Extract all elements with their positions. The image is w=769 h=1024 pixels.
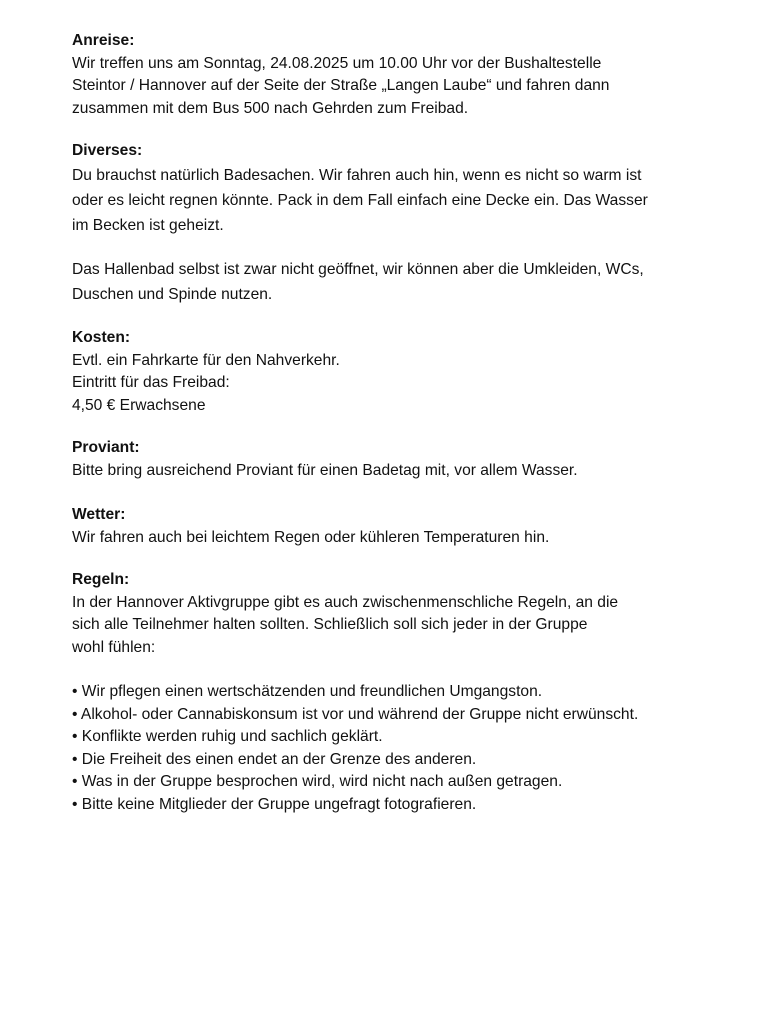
text-line: zusammen mit dem Bus 500 nach Gehrden zum Freibad. (72, 99, 469, 117)
text-line: wohl fühlen: (72, 638, 156, 656)
section-diverses-paragraph (72, 257, 712, 307)
section-wetter (72, 504, 712, 549)
section-heading: Kosten: (72, 329, 131, 346)
section-heading: Wetter: (72, 506, 126, 523)
text-line: 4,50 € Erwachsene (72, 396, 206, 414)
text-line: Wir fahren auch bei leichtem Regen oder kühleren Temperaturen hin. (72, 528, 550, 546)
list-item: • Alkohol- oder Cannabiskonsum ist vor und während der Gruppe nicht erwünscht. (72, 705, 639, 723)
section-diverses (72, 140, 712, 238)
section-heading: Regeln: (72, 571, 130, 588)
section-regeln (72, 569, 712, 659)
text-line: Evtl. ein Fahrkarte für den Nahverkehr. (72, 351, 340, 369)
text-line: Wir treffen uns am Sonntag, 24.08.2025 um 10.00 Uhr vor der Bushaltestelle (72, 54, 602, 72)
text-line: sich alle Teilnehmer halten sollten. Schließlich soll sich jeder in der Gruppe (72, 616, 588, 633)
list-item: • Die Freiheit des einen endet an der Grenze des anderen. (72, 750, 477, 768)
section-heading: Anreise: (72, 32, 135, 49)
list-item: • Wir pflegen einen wertschätzenden und freundlichen Umgangston. (72, 683, 543, 700)
text-line: Duschen und Spinde nutzen. (72, 286, 273, 303)
text-line: Eintritt für das Freibad: (72, 374, 230, 391)
section-anreise (72, 30, 712, 120)
section-proviant (72, 437, 712, 482)
text-line: In der Hannover Aktivgruppe gibt es auch zwischenmenschliche Regeln, an die (72, 593, 619, 611)
list-item: • Bitte keine Mitglieder der Gruppe ungefragt fotografieren. (72, 795, 477, 813)
rules-list (72, 681, 712, 816)
text-line: im Becken ist geheizt. (72, 216, 224, 234)
section-heading: Proviant: (72, 439, 140, 456)
text-line: Du brauchst natürlich Badesachen. Wir fahren auch hin, wenn es nicht so warm ist (72, 166, 642, 184)
text-line: Das Hallenbad selbst ist zwar nicht geöffnet, wir können aber die Umkleiden, WCs, (72, 261, 644, 278)
list-item: • Konflikte werden ruhig und sachlich geklärt. (72, 728, 383, 745)
section-heading: Diverses: (72, 142, 143, 159)
text-line: oder es leicht regnen könnte. Pack in dem Fall einfach eine Decke ein. Das Wasser (72, 191, 648, 209)
text-line: Bitte bring ausreichend Proviant für einen Badetag mit, vor allem Wasser. (72, 461, 578, 479)
section-kosten (72, 327, 712, 417)
list-item: • Was in der Gruppe besprochen wird, wird nicht nach außen getragen. (72, 773, 563, 790)
text-line: Steintor / Hannover auf der Seite der Straße „Langen Laube“ und fahren dann (72, 77, 610, 94)
